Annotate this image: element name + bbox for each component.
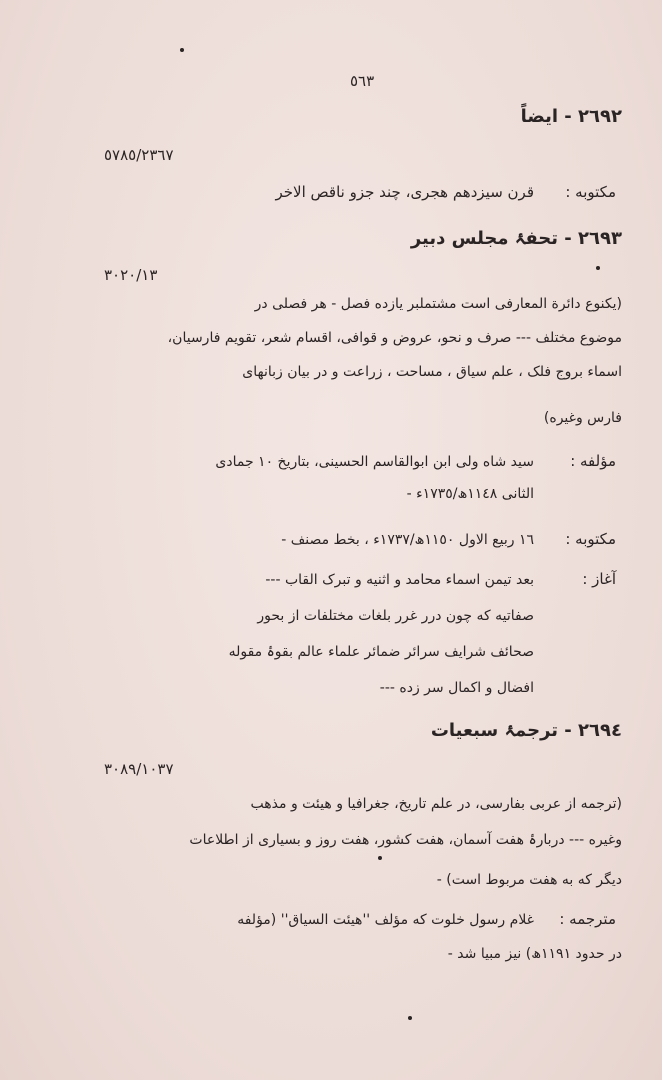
ink-speck [596, 266, 600, 270]
ink-speck [408, 1016, 412, 1020]
entry-line: سید شاه ولی ابن ابوالقاسم الحسینی، بتاریخ ١٠ جمادی [215, 454, 534, 470]
entry-line: در حدود ١١٩١ھ) نیز مبیا شد - [447, 946, 622, 962]
entry-label: مترجمه : [559, 910, 616, 928]
entry-heading: ۲٦۹٤ - ترجمۂ سبعیات [430, 720, 622, 741]
entry-ref: ٥٧٨٥/٢٣٦٧ [104, 146, 174, 164]
entry-heading: ۲٦۹۳ - تحفۂ مجلس دبیر [410, 228, 622, 249]
description-line: اسماء بروج فلک ، علم سیاق ، مساحت ، زراعت و در بیان زبانهای [242, 364, 622, 380]
description-line: (ترجمه از عربی بفارسی، در علم تاریخ، جغرافیا و هیئت و مذهب [250, 796, 622, 812]
entry-label: مؤلفه : [570, 452, 616, 470]
description-line: فارس وغیره) [543, 410, 622, 426]
ink-speck [180, 48, 184, 52]
ink-speck [378, 856, 382, 860]
entry-ref: ٣٠٨٩/١٠٣٧ [104, 760, 174, 778]
description-line: موضوع مختلف --- صرف و نحو، عروض و قوافی، اقسام شعر، تقویم فارسیان، [167, 330, 622, 346]
entry-label: آغاز : [582, 570, 616, 588]
entry-line: ١٦ ربیع الاول ١١٥٠ھ/١٧٣٧ء ، بخط مصنف - [281, 532, 534, 548]
description-line: (یکنوع دائرة المعارفی است مشتملبر یازده فصل - هر فصلی در [254, 296, 622, 312]
entry-line: بعد تیمن اسماء محامد و اثنیه و تبرک القاب --- [265, 572, 534, 588]
entry-line: الثانی ١١٤٨ھ/١٧٣٥ء - [406, 486, 534, 502]
entry-line: صفاتیه که چون درر غرر بلغات مختلفات از بحور [257, 608, 534, 624]
entry-line: صحائف شرایف سرائر ضمائر علماء عالم بقوۂ مقوله [228, 644, 534, 660]
description-line: وغیره --- دربارۂ هفت آسمان، هفت کشور، هفت روز و بسیاری از اطلاعات [189, 832, 622, 848]
entry-line: افضال و اکمال سر زده --- [379, 680, 534, 696]
description-line: دیگر که به هفت مربوط است) - [436, 872, 622, 888]
entry-label: مکتوبه : [565, 530, 616, 548]
entry-label: مکتوبه : [565, 183, 616, 201]
entry-line: قرن سیزدهم هجری، چند جزو ناقص الاخر [275, 183, 534, 201]
entry-ref: ٣٠٢٠/١٣ [104, 266, 158, 284]
entry-heading: ۲٦۹۲ - ایضاً [520, 106, 622, 127]
entry-line: غلام رسول خلوت که مؤلف ''هیئت السیاق'' (مؤلفه [237, 912, 534, 928]
page-number: ٥٦٣ [350, 72, 375, 90]
